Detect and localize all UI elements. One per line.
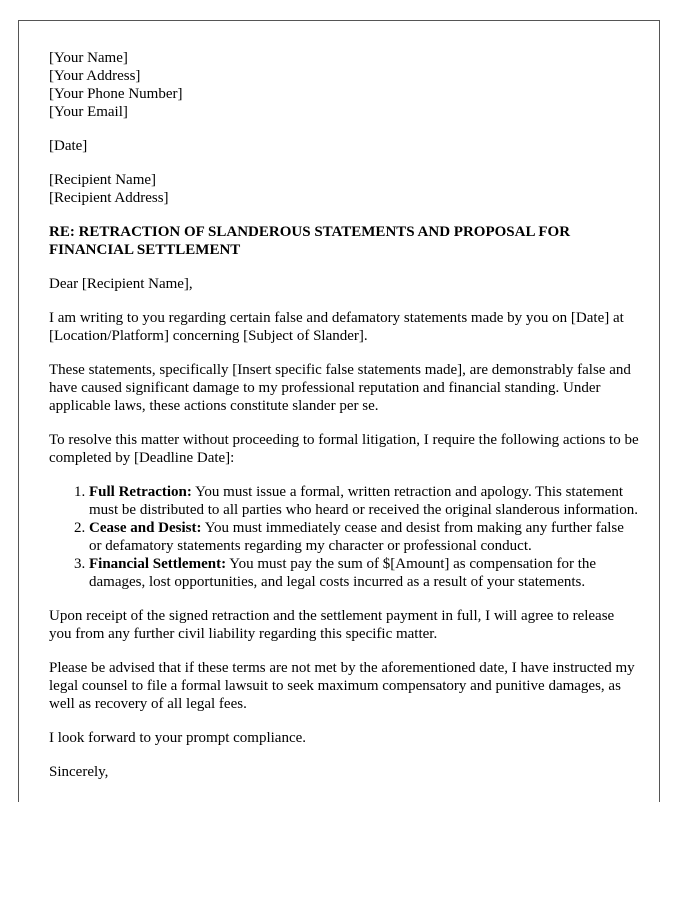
sender-name: [Your Name] bbox=[49, 50, 128, 66]
demand-item-settlement bbox=[89, 555, 639, 591]
recipient-name: [Recipient Name] bbox=[49, 172, 157, 188]
letter-body bbox=[49, 49, 639, 797]
paragraph-warning: Please be advised that if these terms are not met by the aforementioned date, I have instructed my legal counsel to file a formal lawsuit to seek maximum compensatory and punitive damages, as well as recovery of all legal fees. bbox=[49, 660, 635, 712]
demand-term: Full Retraction: bbox=[89, 484, 192, 500]
demand-term: Cease and Desist: bbox=[89, 520, 202, 536]
demands-list bbox=[49, 483, 639, 591]
paragraph-compliance: I look forward to your prompt compliance. bbox=[49, 730, 307, 746]
recipient-block bbox=[49, 171, 639, 207]
sender-email: [Your Email] bbox=[49, 104, 128, 120]
sender-address: [Your Address] bbox=[49, 68, 141, 84]
recipient-address: [Recipient Address] bbox=[49, 190, 169, 206]
demand-term: Financial Settlement: bbox=[89, 556, 227, 572]
sender-block bbox=[49, 49, 639, 121]
letter-date: [Date] bbox=[49, 138, 88, 154]
closing: Sincerely, bbox=[49, 764, 109, 780]
demand-text: You must issue a formal, written retraction and apology. This statement must be distributed to all parties who heard or received the original slanderous information. bbox=[89, 484, 639, 518]
paragraph-requirements: To resolve this matter without proceeding to formal litigation, I require the following actions to be completed by [Deadline Date]: bbox=[49, 432, 639, 466]
subject-line: RE: RETRACTION OF SLANDEROUS STATEMENTS AND PROPOSAL FOR FINANCIAL SETTLEMENT bbox=[49, 224, 571, 258]
demand-item-cease-desist bbox=[89, 519, 639, 555]
paragraph-statements: These statements, specifically [Insert specific false statements made], are demonstrably false and have caused significant damage to my professional reputation and financial standing. Under applicable laws, these actions constitute slander per se. bbox=[49, 362, 631, 414]
sender-phone: [Your Phone Number] bbox=[49, 86, 183, 102]
demand-text: You must pay the sum of $[Amount] as compensation for the damages, lost opportunities, and legal costs incurred as a result of your statements. bbox=[89, 556, 597, 590]
demand-text: You must immediately cease and desist from making any further false or defamatory statements regarding my character or professional conduct. bbox=[89, 520, 624, 554]
letter-page bbox=[18, 20, 660, 802]
paragraph-release: Upon receipt of the signed retraction and the settlement payment in full, I will agree to release you from any further civil liability regarding this specific matter. bbox=[49, 608, 615, 642]
paragraph-intro: I am writing to you regarding certain false and defamatory statements made by you on [Date] at [Location/Platform] concerning [Subject of Slander]. bbox=[49, 310, 624, 344]
salutation: Dear [Recipient Name], bbox=[49, 276, 193, 292]
demand-item-retraction bbox=[89, 483, 639, 519]
